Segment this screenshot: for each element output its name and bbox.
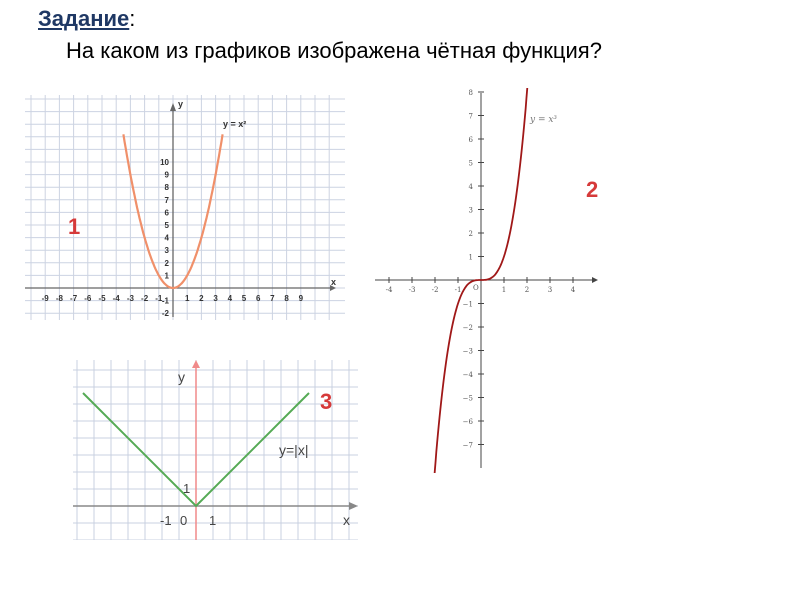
graph-1-x-label: x	[331, 277, 337, 287]
graph-2-x-tick: 1	[501, 286, 507, 294]
graph-1-x-tick: 4	[227, 294, 233, 303]
graph-2-y-tick: −3	[462, 347, 473, 356]
graph-1-x-tick: -1	[155, 294, 163, 303]
graph-2-y-tick: −1	[462, 300, 473, 309]
graph-2-y-tick: −5	[462, 394, 473, 403]
task-colon: :	[129, 6, 136, 31]
graph-1-y-tick: 1	[164, 271, 169, 281]
graph-1-y-tick: 8	[164, 183, 169, 193]
graph-1-x-tick: -8	[55, 294, 63, 303]
graph-1-x-tick: -3	[126, 294, 134, 303]
graph-1-y-tick: 4	[164, 233, 169, 243]
graph-2-cubic	[370, 88, 610, 473]
graph-3-x-tick-neg1: -1	[160, 513, 172, 528]
graph-2-x-tick: -3	[408, 286, 416, 294]
graph-2-y-tick: 1	[468, 253, 473, 262]
graph-2-x-tick: -1	[454, 286, 462, 294]
graph-1-y-tick: -2	[161, 309, 169, 319]
graph-3-number: 3	[320, 389, 333, 414]
graph-1-x-tick: 9	[298, 294, 304, 303]
graph-1-y-tick: -1	[161, 296, 169, 306]
graph-1-x-tick: 7	[270, 294, 275, 303]
graph-2-x-tick: 4	[570, 286, 576, 294]
graph-1-function-label: y = x²	[223, 119, 247, 129]
graph-1-x-tick: 5	[241, 294, 247, 303]
graph-1-x-tick: 8	[284, 294, 289, 303]
graph-2-x-tick: 2	[524, 286, 530, 294]
task-title	[38, 6, 135, 32]
graph-2-y-tick: −6	[462, 418, 473, 426]
graph-1-x-tick: -2	[141, 294, 149, 303]
graph-1-x-tick: -4	[112, 294, 120, 303]
graph-2-y-tick: −7	[462, 441, 473, 450]
graph-1-x-tick: -9	[41, 294, 49, 303]
graph-2-origin-label: O	[473, 284, 479, 292]
graph-1-parabola	[25, 95, 345, 320]
graph-1-y-label: y	[178, 99, 184, 109]
graph-1-x-tick: 3	[213, 294, 218, 303]
graph-3-y-tick-1: 1	[183, 481, 191, 496]
graph-2-y-tick: 6	[468, 136, 473, 144]
graph-2-number: 2	[586, 177, 599, 202]
graph-3-x-tick-0: 0	[180, 513, 188, 528]
graph-1-x-tick: 6	[255, 294, 261, 303]
graph-3-x-tick-1: 1	[209, 513, 217, 528]
graph-2-y-tick: 8	[468, 89, 473, 97]
graph-1-y-tick: 10	[160, 158, 169, 167]
graph-2-y-tick: −4	[462, 371, 473, 379]
graph-2-x-tick: -4	[385, 286, 393, 294]
graph-3-x-label: x	[343, 512, 350, 528]
graph-2-y-tick: −2	[462, 324, 473, 332]
graph-1-y-tick: 5	[164, 221, 169, 230]
graph-3-abs	[73, 360, 358, 540]
graph-1-x-tick: -5	[98, 294, 106, 303]
task-label: Задание	[38, 6, 130, 31]
graph-2-function-label: y = x³	[530, 115, 558, 125]
graph-1-x-tick: -7	[70, 294, 78, 303]
graph-1-x-tick: -6	[84, 294, 92, 303]
graph-1-number: 1	[68, 214, 81, 239]
graph-1-x-tick: 1	[184, 294, 190, 303]
graph-1-y-tick: 9	[164, 170, 169, 180]
graph-2-y-tick: 4	[468, 183, 473, 191]
graph-1-y-tick: 6	[164, 208, 169, 218]
graph-2-y-tick: 5	[468, 159, 473, 168]
graph-2-y-tick: 3	[468, 206, 473, 215]
graph-2-x-tick: 3	[547, 286, 553, 294]
graph-2-y-tick: 2	[468, 230, 473, 238]
graph-1-x-tick: 2	[199, 294, 204, 303]
question-text: На каком из графиков изображена чётная функция?	[66, 38, 602, 63]
graph-3-y-label: y	[178, 369, 185, 385]
graph-1-y-tick: 2	[164, 258, 169, 268]
graph-1-y-tick: 3	[164, 246, 169, 256]
graph-1-y-tick: 7	[164, 195, 169, 205]
graph-3-function-label: y=|x|	[279, 442, 309, 458]
graph-2-y-tick: 7	[468, 112, 473, 121]
graph-2-x-tick: -2	[431, 286, 439, 294]
